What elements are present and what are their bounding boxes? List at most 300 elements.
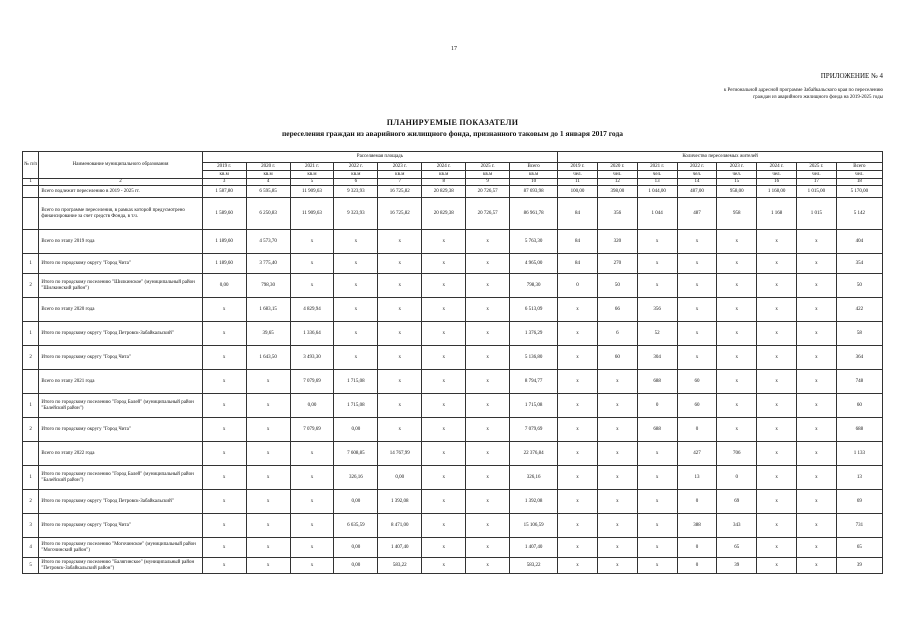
table-cell: x xyxy=(757,538,797,558)
table-cell: x xyxy=(757,490,797,514)
table-row xyxy=(23,346,883,370)
table-row xyxy=(23,274,883,298)
table-cell: x xyxy=(757,274,797,298)
table-cell: x xyxy=(422,394,466,418)
table-cell: 356 xyxy=(597,198,637,230)
table-row xyxy=(23,466,883,490)
header-unit: кв.м xyxy=(202,171,246,179)
table-cell: 1 407,40 xyxy=(510,538,558,558)
table-cell: x xyxy=(558,490,598,514)
table-cell: x xyxy=(466,322,510,346)
table-cell: x xyxy=(757,230,797,254)
table-cell: x xyxy=(637,558,677,574)
table-cell: 6 635,59 xyxy=(334,514,378,538)
table-cell: x xyxy=(466,418,510,442)
table-cell: x xyxy=(422,298,466,322)
table-cell: 13 xyxy=(677,466,717,490)
table-cell: x xyxy=(558,322,598,346)
table-cell: 398,00 xyxy=(597,186,637,198)
table-cell: x xyxy=(422,254,466,274)
header-unit: чел. xyxy=(796,171,836,179)
table-cell: 1 587,80 xyxy=(202,186,246,198)
table-cell: 688 xyxy=(637,418,677,442)
header-unit: чел. xyxy=(836,171,882,179)
table-cell: 16 725,82 xyxy=(378,198,422,230)
table-cell: x xyxy=(334,346,378,370)
table-cell: x xyxy=(202,370,246,394)
table-cell: x xyxy=(796,538,836,558)
table-cell: x xyxy=(378,274,422,298)
table-cell: 0 xyxy=(677,418,717,442)
table-cell: 20 829,38 xyxy=(422,198,466,230)
table-cell: 13 xyxy=(836,466,882,490)
table-cell: 270 xyxy=(597,254,637,274)
table-cell: x xyxy=(757,322,797,346)
table-cell: x xyxy=(202,346,246,370)
table-cell: 388 xyxy=(677,514,717,538)
table-cell: 9 323,93 xyxy=(334,186,378,198)
table-cell: x xyxy=(378,418,422,442)
header-year: Всего xyxy=(836,163,882,171)
row-number xyxy=(23,370,39,394)
table-cell: x xyxy=(290,466,334,490)
row-name: Итого по городскому округу "Город Чита" xyxy=(39,418,202,442)
table-cell: 65 xyxy=(717,538,757,558)
table-cell: x xyxy=(334,254,378,274)
row-name: Итого по городскому округу "Город Чита" xyxy=(39,254,202,274)
table-cell: x xyxy=(796,466,836,490)
table-row xyxy=(23,514,883,538)
header-unit: чел. xyxy=(757,171,797,179)
table-cell: x xyxy=(422,418,466,442)
table-row xyxy=(23,558,883,574)
table-cell: 748 xyxy=(836,370,882,394)
header-year: 2025 г. xyxy=(466,163,510,171)
table-cell: 0 xyxy=(677,490,717,514)
table-cell: x xyxy=(558,370,598,394)
row-name: Итого по городскому округу "Город Чита" xyxy=(39,514,202,538)
table-cell: 11 909,63 xyxy=(290,186,334,198)
header-column-number: 3 xyxy=(202,179,246,186)
table-row xyxy=(23,322,883,346)
table-cell: 1 133 xyxy=(836,442,882,466)
table-cell: x xyxy=(597,418,637,442)
table-cell: x xyxy=(558,558,598,574)
table-cell: 487,00 xyxy=(677,186,717,198)
table-cell: 66 xyxy=(597,298,637,322)
table-cell: x xyxy=(422,322,466,346)
header-column-number: 5 xyxy=(290,179,334,186)
table-cell: 6 595,85 xyxy=(246,186,290,198)
table-cell: 1 015,00 xyxy=(796,186,836,198)
row-number: 1 xyxy=(23,394,39,418)
header-unit: чел. xyxy=(677,171,717,179)
table-cell: x xyxy=(290,230,334,254)
header-column-number: 11 xyxy=(558,179,598,186)
table-cell: 798,30 xyxy=(510,274,558,298)
table-cell: 3 775,40 xyxy=(246,254,290,274)
table-cell: x xyxy=(466,298,510,322)
row-number xyxy=(23,186,39,198)
table-cell: x xyxy=(422,538,466,558)
table-cell: x xyxy=(290,442,334,466)
table-cell: x xyxy=(422,442,466,466)
header-column-numbers-row xyxy=(23,179,883,186)
table-cell: x xyxy=(597,514,637,538)
table-cell: 1 715,08 xyxy=(334,370,378,394)
header-area-group: Расселяемая площадь xyxy=(202,152,557,163)
table-cell: x xyxy=(202,442,246,466)
table-cell: 427 xyxy=(677,442,717,466)
table-cell: x xyxy=(246,442,290,466)
header-year: 2019 г. xyxy=(202,163,246,171)
header-unit: кв.м xyxy=(378,171,422,179)
table-cell: x xyxy=(466,466,510,490)
table-cell: x xyxy=(796,442,836,466)
table-cell: x xyxy=(717,274,757,298)
row-number xyxy=(23,230,39,254)
table-cell: 50 xyxy=(597,274,637,298)
table-row xyxy=(23,298,883,322)
table-cell: x xyxy=(796,394,836,418)
header-year: 2022 г. xyxy=(677,163,717,171)
row-name: Всего по этапу 2022 года xyxy=(39,442,202,466)
table-cell: 60 xyxy=(677,370,717,394)
table-cell: x xyxy=(796,254,836,274)
table-cell: x xyxy=(246,490,290,514)
row-name: Всего по программе переселения, в рамках которой предусмотрено финансирование за счет средств Фонда, в т.ч. xyxy=(39,198,202,230)
header-column-number: 6 xyxy=(334,179,378,186)
table-cell: x xyxy=(637,442,677,466)
table-cell: x xyxy=(466,394,510,418)
table-cell: 5 170,00 xyxy=(836,186,882,198)
table-row xyxy=(23,230,883,254)
header-year: 2024 г. xyxy=(422,163,466,171)
row-name: Всего подлежит переселению в 2019 - 2025 гг. xyxy=(39,186,202,198)
header-column-number: 15 xyxy=(717,179,757,186)
table-cell: x xyxy=(597,538,637,558)
table-cell: 5 136,80 xyxy=(510,346,558,370)
table-cell: 487 xyxy=(677,198,717,230)
table-cell: x xyxy=(202,322,246,346)
table-cell: 5 763,30 xyxy=(510,230,558,254)
table-cell: x xyxy=(597,442,637,466)
table-cell: 1 376,29 xyxy=(510,322,558,346)
header-count-group: Количество переселяемых жителей xyxy=(558,152,883,163)
header-unit: кв.м xyxy=(246,171,290,179)
row-name: Итого по городскому округу "Город Петровск-Забайкальский" xyxy=(39,322,202,346)
table-cell: 688 xyxy=(637,370,677,394)
table-cell: 583,22 xyxy=(510,558,558,574)
table-cell: x xyxy=(422,370,466,394)
row-number: 1 xyxy=(23,322,39,346)
table-cell: x xyxy=(796,346,836,370)
table-cell: 0,00 xyxy=(334,490,378,514)
header-unit: чел. xyxy=(597,171,637,179)
table-cell: x xyxy=(466,370,510,394)
table-cell: 6 xyxy=(597,322,637,346)
header-unit: чел. xyxy=(558,171,598,179)
table-cell: x xyxy=(757,298,797,322)
table-cell: 320 xyxy=(597,230,637,254)
header-column-number: 12 xyxy=(597,179,637,186)
table-cell: 1 589,60 xyxy=(202,198,246,230)
table-cell: x xyxy=(637,538,677,558)
table-cell: 20 726,57 xyxy=(466,186,510,198)
table-cell: 39,65 xyxy=(246,322,290,346)
table-cell: 50 xyxy=(836,274,882,298)
table-cell: x xyxy=(757,558,797,574)
table-cell: x xyxy=(637,514,677,538)
table-cell: x xyxy=(677,298,717,322)
header-column-number: 8 xyxy=(422,179,466,186)
header-year: 2023 г. xyxy=(378,163,422,171)
row-number xyxy=(23,442,39,466)
document-subtitle: переселения граждан из аварийного жилищного фонда, признанного таковым до 1 января 2017 года xyxy=(281,129,624,138)
table-cell: 4 965,00 xyxy=(510,254,558,274)
table-cell: 1 044,00 xyxy=(637,186,677,198)
table-cell: x xyxy=(422,558,466,574)
table-cell: 1 044 xyxy=(637,198,677,230)
table-cell: x xyxy=(378,230,422,254)
table-cell: x xyxy=(558,394,598,418)
row-name: Всего по этапу 2021 года xyxy=(39,370,202,394)
header-column-number: 1 xyxy=(23,179,39,186)
table-cell: x xyxy=(757,370,797,394)
header-unit: кв.м xyxy=(290,171,334,179)
table-row xyxy=(23,490,883,514)
table-cell: 706 xyxy=(717,442,757,466)
table-cell: x xyxy=(290,514,334,538)
table-cell: 798,30 xyxy=(246,274,290,298)
header-column-number: 14 xyxy=(677,179,717,186)
table-cell: x xyxy=(677,346,717,370)
table-cell: x xyxy=(202,394,246,418)
table-cell: 0 xyxy=(717,466,757,490)
table-cell: x xyxy=(202,466,246,490)
table-cell: x xyxy=(378,370,422,394)
table-cell: 0 xyxy=(558,274,598,298)
table-cell: x xyxy=(757,394,797,418)
table-cell: x xyxy=(637,230,677,254)
table-cell: 422 xyxy=(836,298,882,322)
page-number: 17 xyxy=(451,46,457,52)
table-cell: 87 693,98 xyxy=(510,186,558,198)
table-cell: 14 767,99 xyxy=(378,442,422,466)
table-cell: x xyxy=(422,466,466,490)
table-cell: x xyxy=(466,442,510,466)
table-cell: x xyxy=(597,370,637,394)
table-cell: x xyxy=(717,418,757,442)
table-cell: x xyxy=(637,466,677,490)
table-cell: x xyxy=(796,418,836,442)
header-column-number: 17 xyxy=(796,179,836,186)
row-number: 4 xyxy=(23,538,39,558)
table-cell: 404 xyxy=(836,230,882,254)
row-number: 2 xyxy=(23,346,39,370)
table-cell: x xyxy=(246,558,290,574)
table-cell: x xyxy=(637,254,677,274)
table-cell: x xyxy=(378,298,422,322)
table-cell: 1 715,08 xyxy=(334,394,378,418)
table-cell: 583,22 xyxy=(378,558,422,574)
header-unit: кв.м xyxy=(334,171,378,179)
table-cell: x xyxy=(796,298,836,322)
table-cell: x xyxy=(717,322,757,346)
row-number xyxy=(23,198,39,230)
table-cell: 326,16 xyxy=(510,466,558,490)
row-name: Итого по городскому поселению "Могочинское" (муниципальный район "Могочинский район") xyxy=(39,538,202,558)
table-cell: x xyxy=(717,254,757,274)
row-name: Всего по этапу 2020 года xyxy=(39,298,202,322)
header-year: 2021 г. xyxy=(290,163,334,171)
table-cell: 100,00 xyxy=(558,186,598,198)
table-cell: x xyxy=(558,346,598,370)
table-cell: 84 xyxy=(558,198,598,230)
header-year: 2024 г. xyxy=(757,163,797,171)
table-cell: 0 xyxy=(637,394,677,418)
table-cell: x xyxy=(466,558,510,574)
table-cell: 52 xyxy=(637,322,677,346)
header-unit: кв.м xyxy=(466,171,510,179)
header-year: 2020 г. xyxy=(246,163,290,171)
table-row xyxy=(23,418,883,442)
row-number: 2 xyxy=(23,490,39,514)
table-cell: 58 xyxy=(836,322,882,346)
table-cell: 84 xyxy=(558,254,598,274)
header-column-number: 7 xyxy=(378,179,422,186)
header-unit: чел. xyxy=(637,171,677,179)
table-cell: x xyxy=(246,466,290,490)
table-row xyxy=(23,394,883,418)
row-name: Итого по городскому поселению "Город Балей" (муниципальный район "Балейский район") xyxy=(39,394,202,418)
table-cell: 3 493,30 xyxy=(290,346,334,370)
row-number: 5 xyxy=(23,558,39,574)
table-cell: x xyxy=(637,490,677,514)
table-cell: 364 xyxy=(836,346,882,370)
table-cell: x xyxy=(422,274,466,298)
table-cell: 0,00 xyxy=(334,418,378,442)
header-unit: кв.м xyxy=(422,171,466,179)
table-row xyxy=(23,370,883,394)
table-cell: x xyxy=(796,274,836,298)
header-column-number: 2 xyxy=(39,179,202,186)
table-cell: 7 608,85 xyxy=(334,442,378,466)
table-cell: 0,00 xyxy=(202,274,246,298)
table-cell: x xyxy=(637,274,677,298)
table-cell: 4 573,70 xyxy=(246,230,290,254)
table-cell: x xyxy=(796,558,836,574)
table-cell: x xyxy=(466,274,510,298)
table-cell: 356 xyxy=(637,298,677,322)
appendix-label: ПРИЛОЖЕНИЕ № 4 xyxy=(820,72,883,80)
table-cell: x xyxy=(290,274,334,298)
header-year: 2023 г. xyxy=(717,163,757,171)
table-cell: 0,00 xyxy=(334,538,378,558)
table-cell: x xyxy=(597,394,637,418)
table-cell: x xyxy=(422,230,466,254)
header-column-number: 13 xyxy=(637,179,677,186)
table-cell: 0,00 xyxy=(334,558,378,574)
header-unit: кв.м xyxy=(510,171,558,179)
table-cell: x xyxy=(378,394,422,418)
table-cell: 9 323,93 xyxy=(334,198,378,230)
table-cell: x xyxy=(558,514,598,538)
table-cell: x xyxy=(597,490,637,514)
table-cell: 1 392,08 xyxy=(510,490,558,514)
table-cell: x xyxy=(202,298,246,322)
table-cell: 22 376,84 xyxy=(510,442,558,466)
table-cell: x xyxy=(717,230,757,254)
header-year: 2022 г. xyxy=(334,163,378,171)
table-cell: x xyxy=(597,466,637,490)
table-cell: x xyxy=(677,274,717,298)
table-cell: 688 xyxy=(836,418,882,442)
table-cell: 86 961,78 xyxy=(510,198,558,230)
table-cell: x xyxy=(246,514,290,538)
table-cell: x xyxy=(757,346,797,370)
header-column-number: 9 xyxy=(466,179,510,186)
table-cell: 7 079,69 xyxy=(290,418,334,442)
table-cell: x xyxy=(757,254,797,274)
table-cell: x xyxy=(558,418,598,442)
table-cell: 1 015 xyxy=(796,198,836,230)
table-cell: x xyxy=(202,538,246,558)
table-cell: 69 xyxy=(836,490,882,514)
table-cell: 1 168 xyxy=(757,198,797,230)
table-cell: x xyxy=(677,322,717,346)
table-cell: x xyxy=(378,322,422,346)
table-cell: x xyxy=(677,254,717,274)
row-name: Итого по городскому округу "Город Петровск-Забайкальский" xyxy=(39,490,202,514)
row-name: Итого по городскому поселению "Балягинское" (муниципальный район "Петровск-Забайкальский район") xyxy=(39,558,202,574)
row-name: Итого по городскому поселению "Шилкинское" (муниципальный район "Шилкинский район") xyxy=(39,274,202,298)
row-number: 2 xyxy=(23,418,39,442)
table-cell: 20 829,38 xyxy=(422,186,466,198)
table-cell: 39 xyxy=(836,558,882,574)
table-cell: x xyxy=(246,538,290,558)
table-cell: x xyxy=(796,322,836,346)
table-cell: 39 xyxy=(717,558,757,574)
table-cell: x xyxy=(290,558,334,574)
table-cell: x xyxy=(466,538,510,558)
header-name: Наименование муниципального образования xyxy=(39,152,202,179)
row-name: Всего по этапу 2019 года xyxy=(39,230,202,254)
header-column-number: 4 xyxy=(246,179,290,186)
table-cell: x xyxy=(202,418,246,442)
header-unit: чел. xyxy=(717,171,757,179)
table-cell: x xyxy=(757,442,797,466)
row-number: 1 xyxy=(23,254,39,274)
table-cell: x xyxy=(717,346,757,370)
table-cell: x xyxy=(290,490,334,514)
header-year: 2020 г. xyxy=(597,163,637,171)
table-cell: x xyxy=(558,298,598,322)
table-cell: 60 xyxy=(836,394,882,418)
table-cell: 4 829,94 xyxy=(290,298,334,322)
table-cell: 354 xyxy=(836,254,882,274)
table-body xyxy=(23,186,883,574)
table-cell: 7 079,69 xyxy=(510,418,558,442)
table-cell: x xyxy=(597,558,637,574)
table-cell: 15 106,59 xyxy=(510,514,558,538)
table-cell: x xyxy=(558,442,598,466)
row-number: 3 xyxy=(23,514,39,538)
table-cell: x xyxy=(334,322,378,346)
table-row xyxy=(23,442,883,466)
table-cell: x xyxy=(334,274,378,298)
table-cell: 731 xyxy=(836,514,882,538)
